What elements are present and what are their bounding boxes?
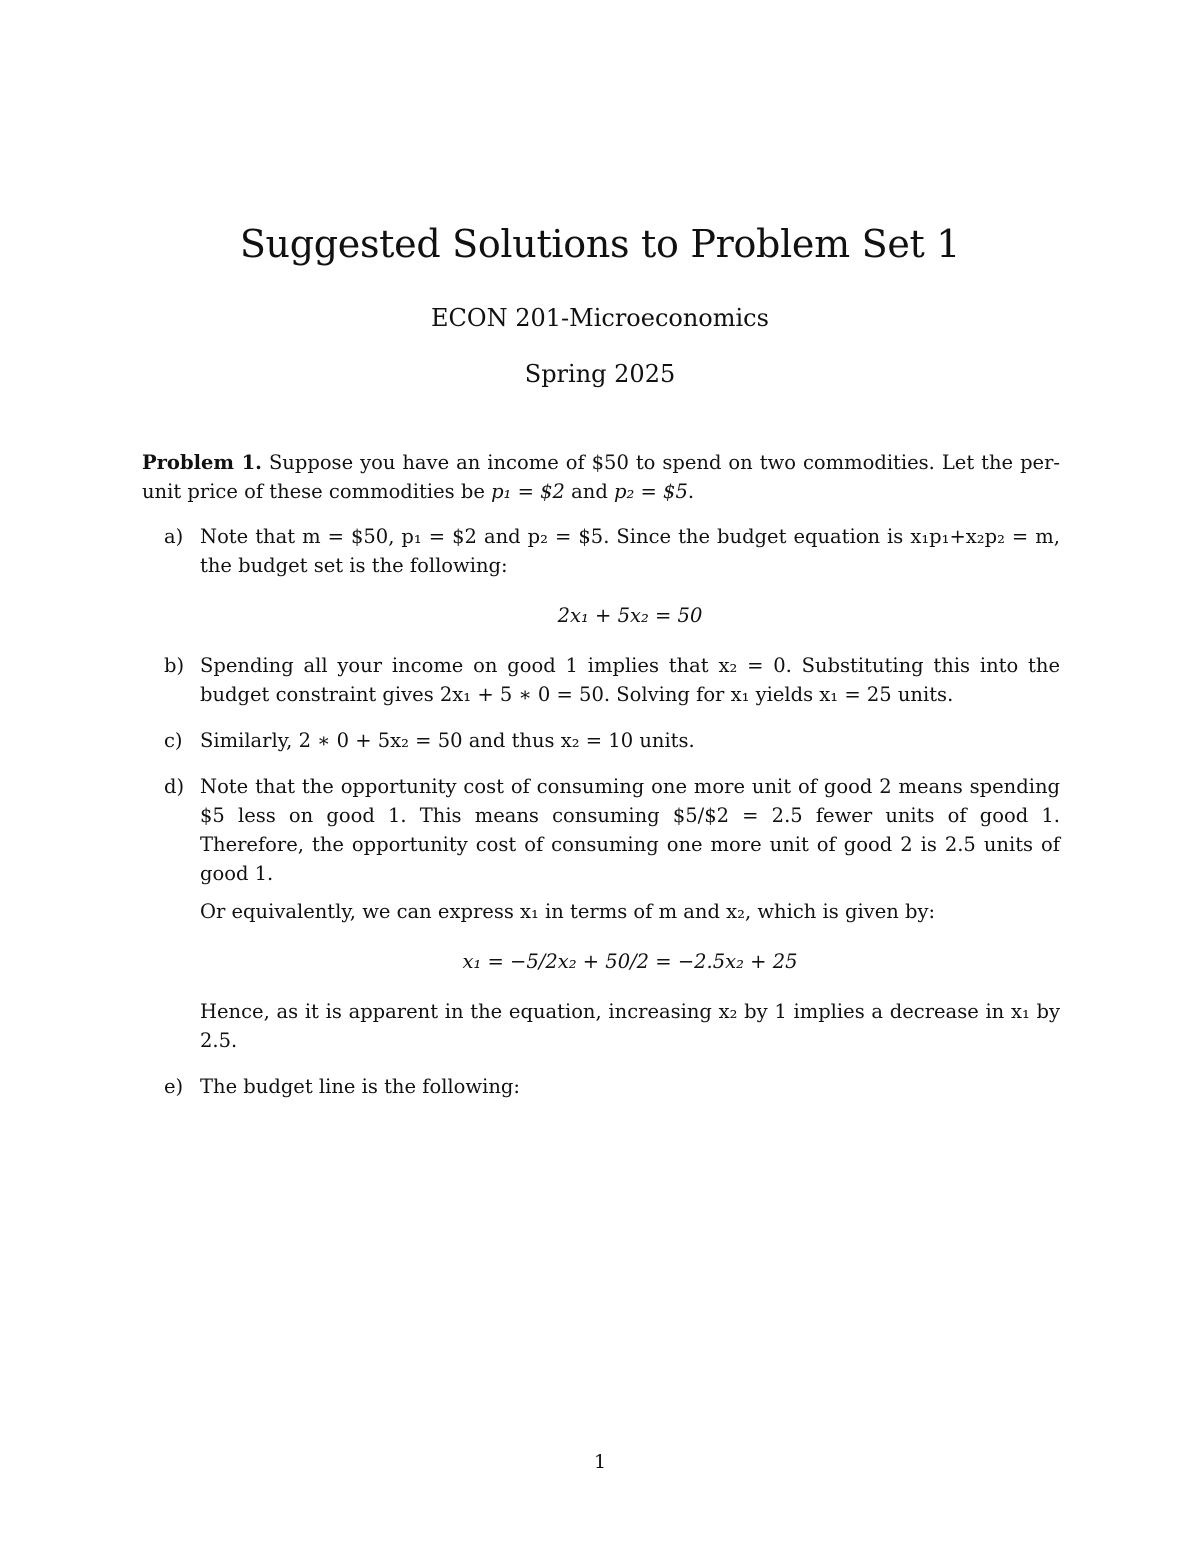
page-number: 1 [593, 1451, 607, 1473]
p1-equation: p₁ = $2 [491, 480, 565, 503]
part-e-text: The budget line is the following: [200, 1075, 520, 1098]
problem-intro-line2: per-unit price of these commodities be [142, 451, 1061, 503]
part-c-text: Similarly, 2 ∗ 0 + 5x₂ = 50 and thus x₂ = 10 units. [200, 729, 695, 752]
part-a-text: Note that m = $50, p₁ = $2 and p₂ = $5. Since the budget equation is x₁p₁+x₂p₂ = m, the budget set is the following: [200, 525, 1060, 577]
part-d [142, 772, 1060, 1055]
problem-intro-line1: Suppose you have an income of $50 to spend on two commodities. Let the [268, 451, 1014, 474]
course-name: ECON 201-Microeconomics [431, 304, 769, 332]
part-d-equation: x₁ = −5/2x₂ + 50/2 = −2.5x₂ + 25 [462, 950, 798, 973]
part-c-label: c) [164, 729, 183, 752]
part-b [142, 651, 1060, 709]
problem-statement [142, 448, 1060, 506]
part-a-equation: 2x₁ + 5x₂ = 50 [557, 604, 703, 627]
part-c [142, 726, 1060, 755]
part-d-text1: Note that the opportunity cost of consuming one more unit of good 2 means spending $5 less on good 1. This means consuming $5/$2 = 2.5 fewer units of good 1. Therefore, the opportunity cost of consuming one more unit of good 2 is 2.5 units of good 1. [200, 775, 1060, 885]
and-word: and [564, 480, 615, 503]
problem-label: Problem 1. [142, 451, 262, 474]
part-e [142, 1072, 1060, 1101]
term: Spring 2025 [524, 360, 676, 388]
p2-equation: p₂ = $5 [614, 480, 688, 503]
part-a [142, 522, 1060, 630]
part-d-label: d) [164, 775, 185, 798]
document-body [142, 448, 1060, 1118]
part-a-label: a) [164, 525, 184, 548]
document-title: Suggested Solutions to Problem Set 1 [239, 222, 961, 266]
part-e-label: e) [164, 1075, 184, 1098]
part-d-text3: Hence, as it is apparent in the equation, increasing x₂ by 1 implies a decrease in x₁ by 2.5. [200, 1000, 1060, 1052]
problem-period: . [687, 480, 695, 503]
part-d-text2: Or equivalently, we can express x₁ in terms of m and x₂, which is given by: [200, 900, 936, 923]
part-b-text: Spending all your income on good 1 implies that x₂ = 0. Substituting this into the budget constraint gives 2x₁ + 5 ∗ 0 = 50. Solving for x₁ yields x₁ = 25 units. [200, 654, 1060, 706]
solution-parts [142, 522, 1060, 1101]
part-b-label: b) [164, 654, 185, 677]
